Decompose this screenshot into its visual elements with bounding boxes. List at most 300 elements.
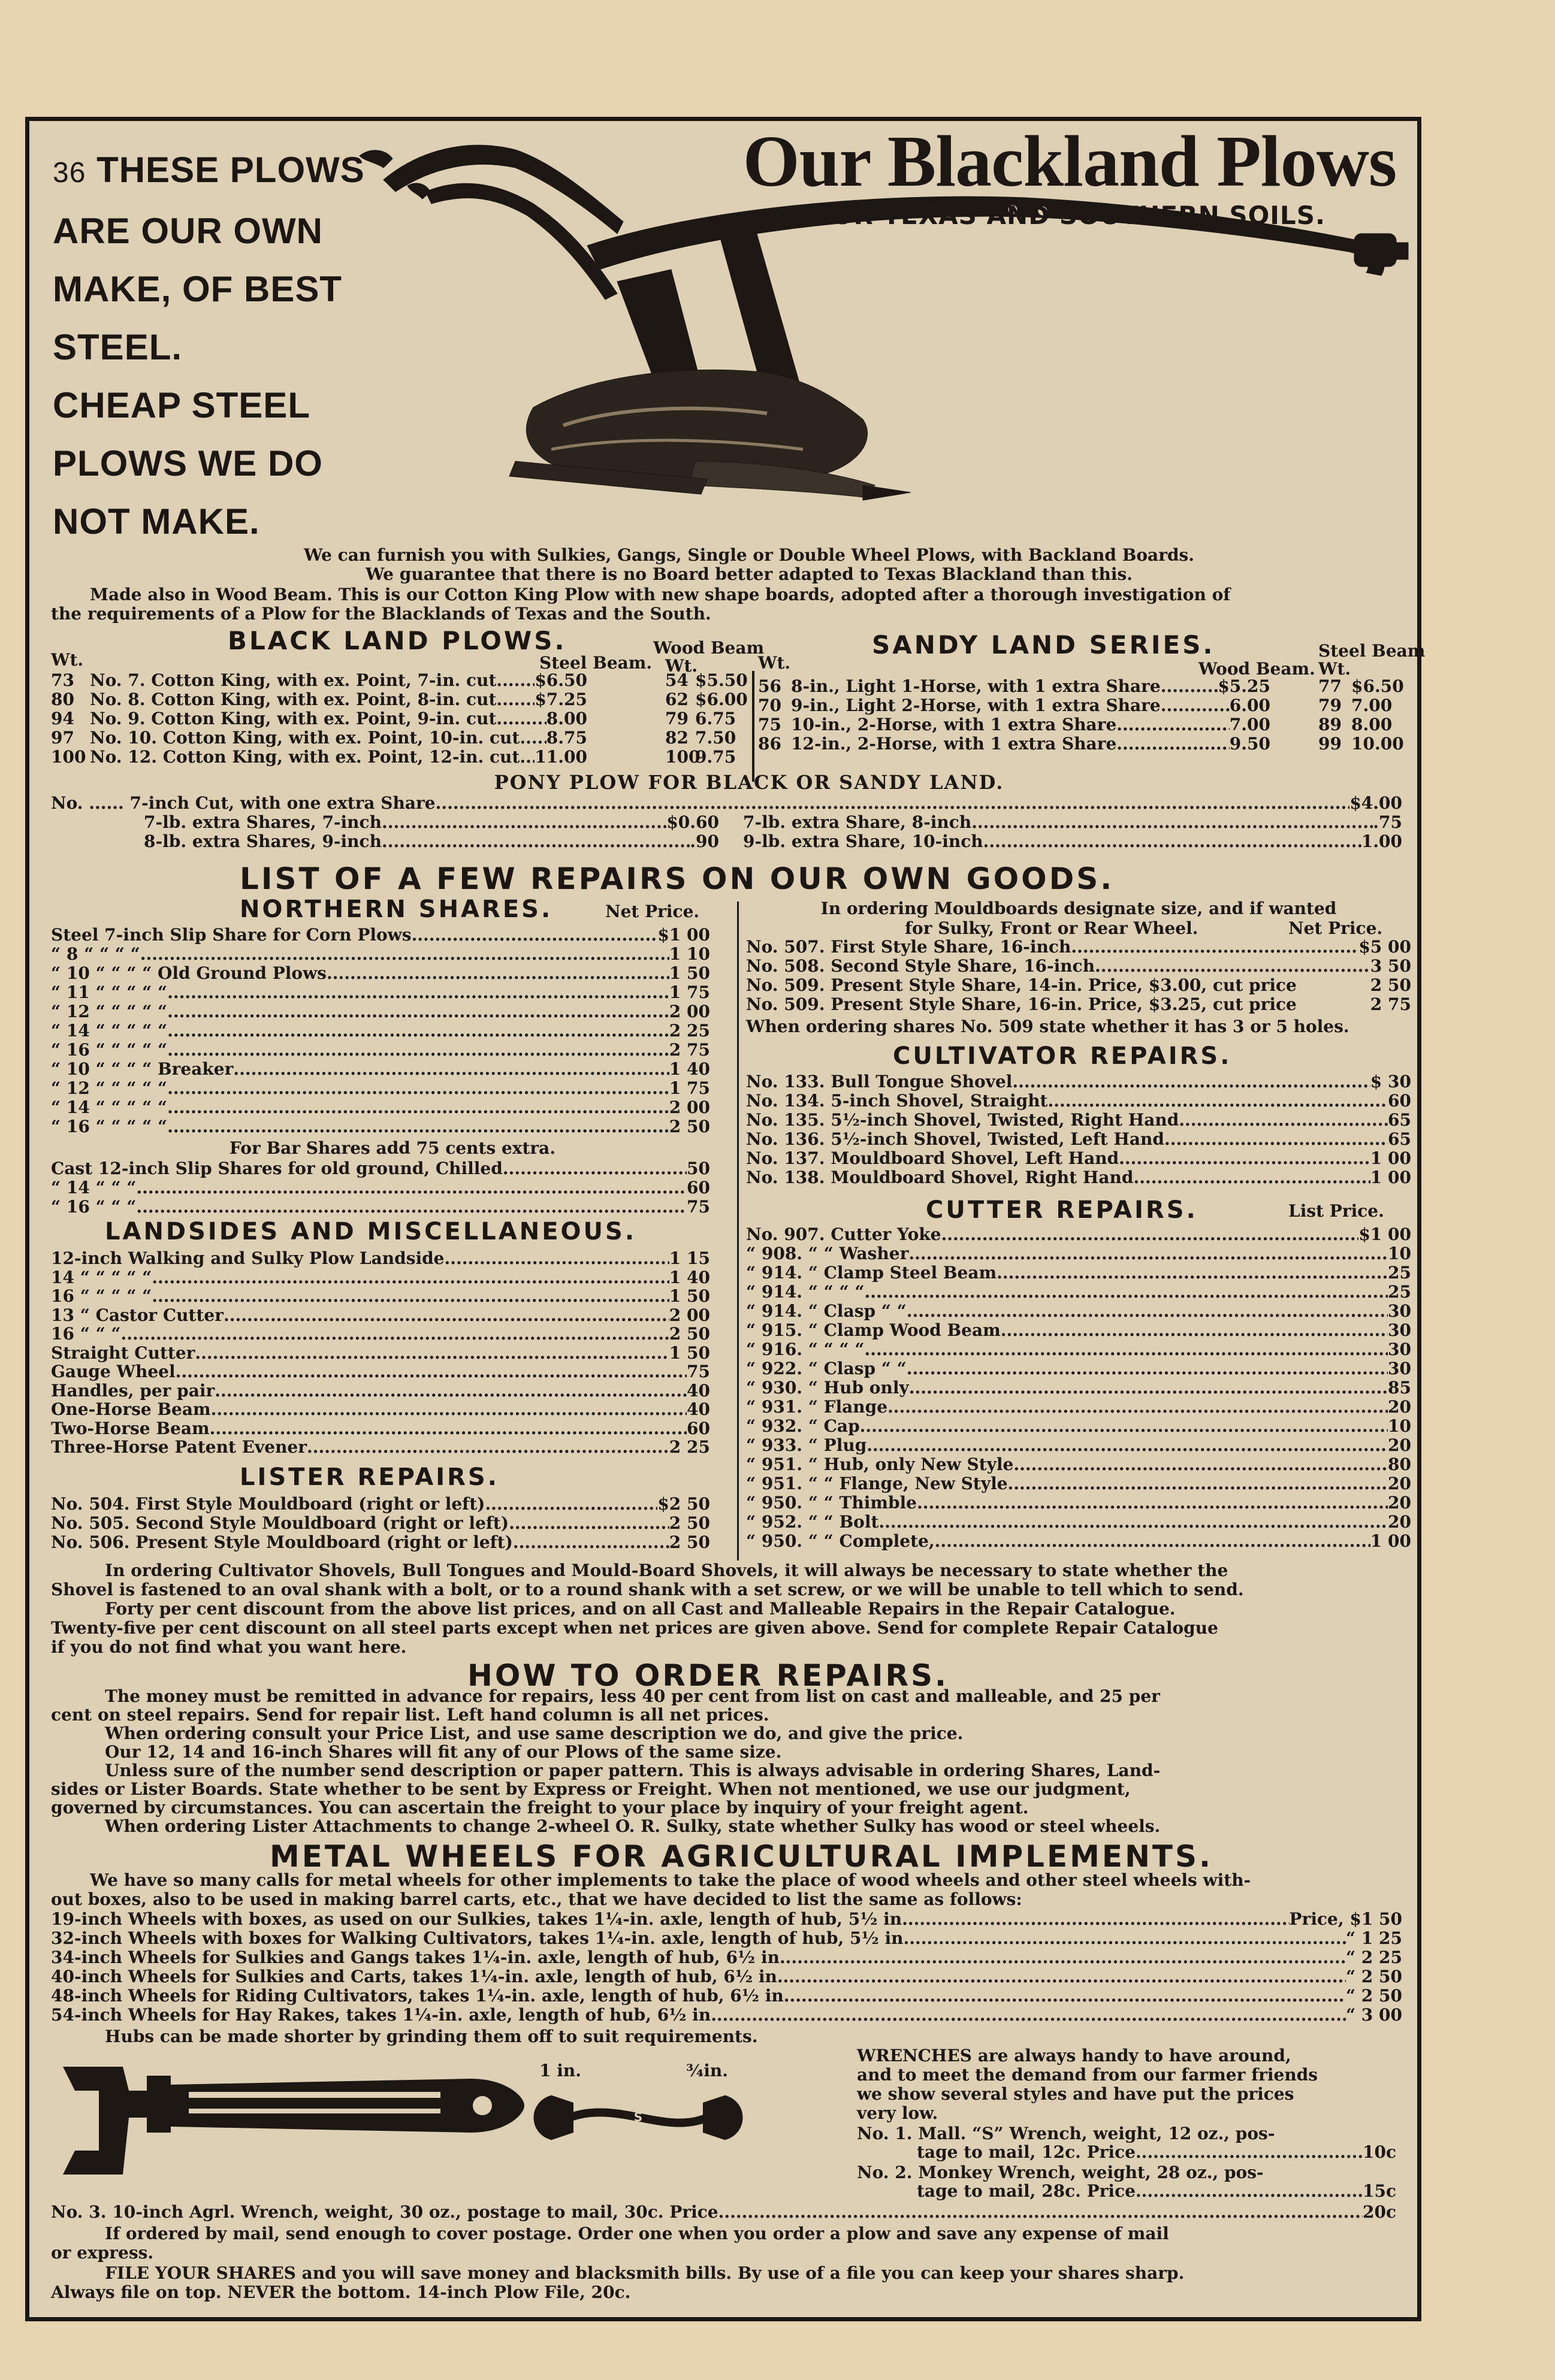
metal-wheel-row-price: Price, $1 50 — [1289, 1909, 1402, 1929]
metal-wheel-row-price: “ 2 50 — [1345, 1986, 1402, 2006]
northern-share-row-price: 2 00 — [669, 1097, 710, 1117]
cutter-row-leader — [997, 1263, 1388, 1283]
cutter-row-leader — [917, 1493, 1388, 1513]
sandy-land-wt: 86 — [758, 734, 781, 754]
sandy-land-heading: SANDY LAND SERIES. — [872, 630, 1215, 660]
intro-line-6: NOT MAKE. — [53, 501, 260, 542]
landside-row-leader — [152, 1287, 669, 1306]
mouldboard-row-leader — [1071, 938, 1358, 957]
landside-row-leader — [444, 1249, 669, 1268]
cutter-row — [746, 1455, 1411, 1474]
cultivator-row-leader — [1048, 1091, 1388, 1111]
mouldboard-row-leader — [1095, 957, 1370, 976]
cultivator-row-leader — [1133, 1168, 1370, 1187]
cutter-row — [746, 1436, 1411, 1455]
metal-wheel-row-label: 32-inch Wheels with boxes for Walking Cultivators, takes 1¼-in. axle, length of hub, 5½ in — [51, 1928, 904, 1948]
mouldboard-row-leader — [1297, 995, 1370, 1014]
sandy-land-row — [791, 715, 1270, 734]
black-land-heading: BLACK LAND PLOWS. — [228, 626, 567, 655]
landside-row-label: Two-Horse Beam — [51, 1418, 210, 1438]
sandy-land-leader — [1116, 734, 1230, 754]
mouldboard-row-label: No. 507. First Style Share, 16-inch — [746, 937, 1071, 957]
metal-wheels-intro-1: out boxes, also to be used in making barrel carts, etc., that we have decided to list the same as follows: — [51, 1889, 1022, 1909]
black-land-row — [90, 709, 587, 728]
metal-wheel-row-leader — [711, 2006, 1346, 2025]
wrenches-text-2: we show several styles and have put the prices — [857, 2084, 1294, 2104]
intro-line-3: STEEL. — [53, 327, 183, 367]
repairs-column-divider — [737, 902, 739, 1561]
cast-share-row-leader — [136, 1197, 687, 1217]
landside-row — [51, 1438, 710, 1457]
landside-row-leader — [211, 1400, 687, 1419]
mouldboard-note-1: In ordering Mouldboards designate size, and if wanted — [820, 899, 1337, 918]
cultivator-row-price: 65 — [1388, 1110, 1411, 1130]
lister-heading: LISTER REPAIRS. — [240, 1463, 499, 1491]
cutter-row-price: 1 00 — [1370, 1531, 1411, 1551]
black-land-wt2: 62 — [665, 689, 689, 709]
northern-shares-net-price-label: Net Price. — [605, 902, 700, 921]
file-note-0: FILE YOUR SHARES and you will save money and blacksmith bills. By use of a file you can keep your shares sharp. — [105, 2263, 1185, 2283]
northern-share-row-leader — [167, 1079, 669, 1098]
lister-row-price: 2 50 — [669, 1513, 710, 1533]
cultivator-row-leader — [1012, 1072, 1370, 1091]
landside-row-price: 1 15 — [669, 1248, 710, 1268]
landside-row-price: 60 — [687, 1418, 710, 1438]
cutter-row-leader — [907, 1302, 1388, 1321]
landside-row — [51, 1287, 710, 1306]
landsides-heading: LANDSIDES AND MISCELLANEOUS. — [105, 1218, 637, 1245]
intro-paragraph-line-2: Made also in Wood Beam. This is our Cotton King Plow with new shape boards, adopted after a thorough investigation of — [90, 585, 1231, 604]
sandy-land-desc: 9-in., Light 2-Horse, with 1 extra Share — [791, 695, 1161, 715]
sandy-land-leader — [1161, 696, 1230, 715]
sandy-land-wt2: 79 — [1318, 695, 1342, 715]
northern-share-row-label: Steel 7-inch Slip Share for Corn Plows — [51, 925, 412, 945]
black-land-wt: 80 — [51, 689, 74, 709]
black-land-wt2: 100 — [665, 747, 700, 767]
mouldboard-row-label: No. 509. Present Style Share, 16-in. Price, $3.25, cut price — [746, 994, 1297, 1014]
cutter-row — [746, 1340, 1411, 1359]
cutter-row-label: “ 922. “ Clasp “ “ — [746, 1359, 907, 1378]
northern-share-row-label: “ 10 “ “ “ “ Old Ground Plows — [51, 963, 327, 983]
cutter-row-leader — [935, 1532, 1370, 1551]
intro-paragraph-line-0: We can furnish you with Sulkies, Gangs, Single or Double Wheel Plows, with Backland Boards. — [303, 545, 1195, 565]
northern-share-row — [51, 945, 710, 964]
sandy-land-wt: 56 — [758, 676, 781, 696]
mouldboard-net-price-label: Net Price. — [1288, 918, 1383, 938]
landside-row — [51, 1324, 710, 1344]
s-wrench-icon — [527, 2082, 749, 2154]
lister-row-leader — [513, 1533, 669, 1552]
black-land-row — [90, 671, 587, 690]
wrenches-text-0: WRENCHES are always handy to have around, — [857, 2046, 1291, 2066]
how-to-order-line: When ordering Lister Attachments to change 2-wheel O. R. Sulky, state whether Sulky has wood or steel wheels. — [105, 1816, 1161, 1836]
cutter-row-price: 30 — [1388, 1320, 1411, 1340]
cutter-row-leader — [1013, 1455, 1388, 1474]
black-land-desc: No. 12. Cotton King, with ex. Point, 12-in. cut — [90, 747, 520, 767]
mouldboard-row — [746, 957, 1411, 976]
lister-row-leader — [509, 1514, 669, 1533]
column-divider — [752, 671, 754, 782]
black-land-wt2: 79 — [665, 709, 689, 728]
cutter-row-label: “ 930. “ Hub only — [746, 1378, 909, 1398]
intro-line-0: 36 THESE PLOWS — [53, 150, 365, 190]
page-title: Our Blackland Plows — [742, 121, 1397, 202]
black-land-wt: 94 — [51, 709, 74, 728]
metal-wheel-row-leader — [780, 1948, 1346, 1967]
northern-share-row — [51, 1117, 710, 1136]
black-land-row — [90, 748, 587, 767]
cast-share-row — [51, 1197, 710, 1217]
northern-share-row-price: 1 40 — [669, 1059, 710, 1079]
cutter-row-price: 20 — [1388, 1397, 1411, 1417]
cutter-row-label: “ 914. “ Clamp Steel Beam — [746, 1263, 997, 1283]
sandy-land-leader — [1161, 677, 1218, 696]
cutter-row — [746, 1474, 1411, 1493]
black-land-wood-price: $5.50 — [695, 670, 748, 690]
cutter-row-price: 25 — [1388, 1282, 1411, 1302]
cutter-row-leader — [864, 1340, 1388, 1359]
sandy-land-wood-price: $5.25 — [1218, 676, 1270, 696]
cutter-row-price: 30 — [1388, 1339, 1411, 1359]
landside-row-label: 12-inch Walking and Sulky Plow Landside — [51, 1248, 445, 1268]
mouldboard-note-3: When ordering shares No. 509 state whether it has 3 or 5 holes. — [746, 1017, 1349, 1036]
cutter-row-label: “ 931. “ Flange — [746, 1397, 888, 1417]
cutter-row-price: 20 — [1388, 1493, 1411, 1513]
sandy-land-row — [791, 696, 1270, 715]
metal-wheel-row-leader — [903, 1929, 1345, 1948]
black-land-leader — [520, 728, 546, 748]
ordering-paragraph-line: Forty per cent discount from the above list prices, and on all Cast and Malleable Repairs in the Repair Catalogue. — [105, 1599, 1176, 1619]
intro-line-1: ARE OUR OWN — [53, 211, 323, 251]
black-land-desc: No. 10. Cotton King, with ex. Point, 10-in. cut — [90, 728, 520, 748]
pony-plow-row-2-left: 7-lb. extra Shares, 7-inch ..... $0.60 — [144, 813, 719, 832]
black-land-leader — [496, 671, 535, 690]
northern-share-row-leader — [167, 1002, 669, 1021]
cast-share-row-leader — [503, 1159, 687, 1178]
cutter-row-price: 25 — [1388, 1263, 1411, 1283]
sandy-land-wt-label: Wt. — [758, 653, 791, 673]
repairs-heading: LIST OF A FEW REPAIRS ON OUR OWN GOODS. — [240, 861, 1115, 896]
black-land-steel-price: 8.75 — [546, 728, 587, 748]
northern-share-row-price: 1 75 — [669, 1078, 710, 1098]
black-land-leader — [496, 709, 546, 728]
northern-share-row-price: $1 00 — [657, 925, 710, 945]
cutter-row-price: $1 00 — [1358, 1224, 1411, 1244]
black-land-steel-beam-label: Steel Beam. — [539, 653, 653, 673]
ordering-paragraph-line: Shovel is fastened to an oval shank with a bolt, or to a round shank with a set screw, or we will be unable to tell which to send. — [51, 1580, 1244, 1599]
cultivator-row-label: No. 133. Bull Tongue Shovel — [746, 1072, 1013, 1091]
cutter-row — [746, 1532, 1411, 1551]
landside-row-leader — [224, 1306, 669, 1325]
how-to-order-line: Unless sure of the number send description or paper pattern. This is always advisable in ordering Shares, Land- — [105, 1761, 1161, 1780]
cast-share-row — [51, 1159, 710, 1178]
northern-share-row-price: 2 25 — [669, 1021, 710, 1041]
landside-row-price: 1 50 — [669, 1286, 710, 1306]
black-land-steel-price: $6.50 — [535, 670, 587, 690]
cultivator-row — [746, 1168, 1411, 1187]
metal-wheel-row — [51, 2006, 1402, 2025]
metal-wheel-row — [51, 1910, 1402, 1929]
metal-wheel-row-leader — [902, 1910, 1289, 1929]
cultivator-row-price: $ 30 — [1370, 1072, 1411, 1091]
mouldboard-row-label: No. 508. Second Style Share, 16-inch — [746, 956, 1095, 976]
cultivator-row — [746, 1130, 1411, 1149]
lister-row-label: No. 506. Present Style Mouldboard (right or left) — [51, 1532, 513, 1552]
cutter-row-label: “ 916. “ “ “ “ — [746, 1339, 865, 1359]
black-land-desc: No. 9. Cotton King, with ex. Point, 9-in. cut — [90, 709, 497, 728]
wrench-size-1in: 1 in. — [539, 2061, 581, 2080]
northern-share-row-leader — [140, 945, 669, 964]
cutter-row-label: “ 951. “ Hub, only New Style — [746, 1454, 1014, 1474]
landside-row-price: 40 — [687, 1399, 710, 1419]
black-land-wt2: 82 — [665, 728, 689, 748]
how-to-order-heading: HOW TO ORDER REPAIRS. — [467, 1658, 949, 1693]
northern-share-row — [51, 1079, 710, 1098]
pony-plow-heading: PONY PLOW FOR BLACK OR SANDY LAND. — [494, 771, 1004, 794]
cutter-row-price: 20 — [1388, 1512, 1411, 1532]
wrenches-text-3: very low. — [857, 2103, 938, 2123]
cast-share-row-label: Cast 12-inch Slip Shares for old ground, Chilled — [51, 1159, 503, 1178]
cutter-list-price-label: List Price. — [1288, 1201, 1384, 1221]
cutter-row — [746, 1378, 1411, 1398]
landside-row-price: 2 00 — [669, 1305, 710, 1325]
sandy-land-row — [791, 677, 1270, 696]
cultivator-row-leader — [1164, 1130, 1388, 1149]
cutter-row — [746, 1263, 1411, 1283]
sandy-land-wood-price: 6.00 — [1229, 695, 1270, 715]
cutter-row-label: “ 915. “ Clamp Wood Beam — [746, 1320, 1001, 1340]
landside-row-label: Gauge Wheel — [51, 1362, 176, 1381]
metal-wheel-row — [51, 1948, 1402, 1967]
cutter-row-price: 85 — [1388, 1378, 1411, 1398]
landside-row-leader — [210, 1419, 687, 1438]
metal-wheel-row-label: 19-inch Wheels with boxes, as used on our Sulkies, takes 1¼-in. axle, length of hub, 5½ in — [51, 1909, 902, 1929]
intro-paragraph-line-3: the requirements of a Plow for the Blacklands of Texas and the South. — [51, 604, 711, 624]
northern-share-row — [51, 964, 710, 983]
northern-share-row-label: “ 14 “ “ “ “ “ — [51, 1021, 168, 1041]
cutter-row-price: 20 — [1388, 1435, 1411, 1455]
landside-row — [51, 1268, 710, 1287]
cutter-row-leader — [866, 1436, 1388, 1455]
cultivator-row — [746, 1072, 1411, 1091]
sandy-land-wt2: 77 — [1318, 676, 1342, 696]
cutter-row-label: No. 907. Cutter Yoke — [746, 1224, 941, 1244]
pony-plow-row-1: No. ...... 7-inch Cut, with one extra Share ..... $4.00 — [51, 794, 1402, 813]
northern-share-row-leader — [412, 926, 658, 945]
metal-wheels-intro-0: We have so many calls for metal wheels for other implements to take the place of wood wheels and other steel wheels with- — [90, 1870, 1251, 1890]
black-land-wt2: 54 — [665, 670, 689, 690]
mouldboard-row — [746, 976, 1411, 995]
sandy-land-steel-price: 10.00 — [1351, 734, 1404, 754]
metal-wheel-row-price: “ 3 00 — [1345, 2005, 1402, 2025]
black-land-desc: No. 8. Cotton King, with ex. Point, 8-in. cut — [90, 689, 497, 709]
landside-row-label: Handles, per pair — [51, 1380, 215, 1401]
metal-wheel-row-label: 34-inch Wheels for Sulkies and Gangs takes 1¼-in. axle, length of hub, 6½ in — [51, 1947, 780, 1967]
mail-note-0: If ordered by mail, send enough to cover postage. Order one when you order a plow and save any expense of mail — [105, 2224, 1169, 2243]
cutter-row — [746, 1225, 1411, 1244]
lister-row-price: 2 50 — [669, 1532, 710, 1552]
cultivator-row — [746, 1111, 1411, 1130]
landside-row — [51, 1344, 710, 1363]
black-land-wt: 73 — [51, 670, 74, 690]
cultivator-row-label: No. 137. Mouldboard Shovel, Left Hand — [746, 1148, 1119, 1168]
cast-share-row-price: 60 — [687, 1178, 710, 1197]
northern-share-row-label: “ 16 “ “ “ “ “ — [51, 1040, 168, 1060]
cutter-row-leader — [860, 1417, 1388, 1436]
page-subtitle: FOR TEXAS AND SOUTHERN SOILS. — [814, 201, 1325, 230]
lister-row — [51, 1514, 710, 1533]
landside-row-label: Three-Horse Patent Evener — [51, 1437, 307, 1457]
black-land-wood-beam-label: Wood Beam — [653, 638, 765, 658]
intro-line-4: CHEAP STEEL — [53, 385, 310, 425]
metal-wheel-row-price: “ 2 50 — [1345, 1967, 1402, 1986]
landside-row-price: 2 25 — [669, 1437, 710, 1457]
landside-row-price: 1 50 — [669, 1342, 710, 1363]
northern-share-row — [51, 1041, 710, 1060]
landside-row-label: 13 “ Castor Cutter — [51, 1305, 224, 1325]
cultivator-row-label: No. 134. 5-inch Shovel, Straight — [746, 1091, 1048, 1111]
intro-line-5: PLOWS WE DO — [53, 443, 323, 483]
cutter-row — [746, 1513, 1411, 1532]
northern-share-row — [51, 1021, 710, 1041]
lister-row — [51, 1533, 710, 1552]
cutter-row-label: “ 932. “ Cap — [746, 1416, 860, 1436]
northern-share-row-label: “ 8 “ “ “ “ — [51, 944, 140, 964]
metal-wheel-row-label: 54-inch Wheels for Hay Rakes, takes 1¼-in. axle, length of hub, 6½ in — [51, 2005, 711, 2025]
landside-row-leader — [215, 1381, 687, 1401]
sandy-land-desc: 10-in., 2-Horse, with 1 extra Share — [791, 715, 1117, 734]
cast-share-row — [51, 1178, 710, 1197]
landside-row — [51, 1400, 710, 1419]
cutter-row-price: 30 — [1388, 1301, 1411, 1321]
s-wrench-brand: S — [633, 2110, 643, 2124]
wrench-no2-a: No. 2. Monkey Wrench, weight, 28 oz., pos- — [857, 2163, 1264, 2182]
metal-wheel-row — [51, 1967, 1402, 1986]
mouldboard-row — [746, 995, 1411, 1014]
cutter-row — [746, 1417, 1411, 1436]
mouldboard-row-price: $5 00 — [1358, 937, 1411, 957]
sandy-land-wood-beam-label: Wood Beam. — [1198, 659, 1315, 679]
black-land-wt-label: Wt. — [51, 650, 84, 670]
northern-share-row-label: “ 11 “ “ “ “ “ — [51, 982, 168, 1002]
cutter-row-price: 20 — [1388, 1474, 1411, 1493]
black-land-wood-price: 9.75 — [695, 747, 736, 767]
northern-share-row-price: 1 50 — [669, 963, 710, 983]
wrench-no3: No. 3. 10-inch Agrl. Wrench, weight, 30 oz., postage to mail, 30c. Price ..... 20c — [51, 2203, 1396, 2222]
metal-wheel-row-leader — [777, 1967, 1346, 1986]
cutter-row-leader — [878, 1513, 1388, 1532]
northern-share-row-leader — [167, 1041, 669, 1060]
northern-share-row-label: “ 16 “ “ “ “ “ — [51, 1117, 168, 1136]
metal-wheel-row — [51, 1929, 1402, 1948]
cutter-row — [746, 1493, 1411, 1513]
sandy-land-desc: 12-in., 2-Horse, with 1 extra Share — [791, 734, 1117, 754]
mouldboard-row-label: No. 509. Present Style Share, 14-in. Price, $3.00, cut price — [746, 975, 1297, 995]
cutter-row-label: “ 914. “ Clasp “ “ — [746, 1301, 907, 1321]
landside-row-price: 1 40 — [669, 1267, 710, 1287]
monkey-wrench-icon — [51, 2043, 530, 2198]
cutter-row-leader — [941, 1225, 1359, 1244]
sandy-land-wood-price: 7.00 — [1229, 715, 1270, 734]
cutter-row-label: “ 908. “ “ Washer — [746, 1244, 909, 1263]
cutter-row — [746, 1398, 1411, 1417]
landside-row — [51, 1306, 710, 1325]
cutter-row — [746, 1359, 1411, 1378]
northern-share-row-price: 2 00 — [669, 1002, 710, 1021]
ordering-paragraph-line: Twenty-five per cent discount on all steel parts except when net prices are given above. Send for complete Repair Catalogue — [51, 1618, 1218, 1638]
northern-share-row-leader — [167, 983, 669, 1002]
mouldboard-row-price: 3 50 — [1370, 956, 1411, 976]
ordering-paragraph-line: In ordering Cultivator Shovels, Bull Tongues and Mould-Board Shovels, it will always be necessary to state whether the — [105, 1561, 1228, 1580]
lister-row-label: No. 504. First Style Mouldboard (right or left) — [51, 1494, 485, 1514]
cutter-row-label: “ 950. “ “ Complete, — [746, 1531, 935, 1551]
northern-share-row-label: “ 14 “ “ “ “ “ — [51, 1097, 168, 1117]
intro-line-2: MAKE, OF BEST — [53, 269, 343, 309]
cutter-heading: CUTTER REPAIRS. — [926, 1196, 1198, 1224]
wrench-no1-a: No. 1. Mall. “S” Wrench, weight, 12 oz., pos- — [857, 2124, 1275, 2143]
landside-row-label: 16 “ “ “ — [51, 1324, 121, 1344]
black-land-wood-price: 6.75 — [695, 709, 736, 728]
landside-row — [51, 1249, 710, 1268]
cutter-row-leader — [908, 1244, 1388, 1263]
how-to-order-line: governed by circumstances. You can ascertain the freight to your place by inquiry of your freight agent. — [51, 1798, 1029, 1817]
cutter-row-leader — [909, 1378, 1388, 1398]
metal-wheel-row-label: 48-inch Wheels for Riding Cultivators, takes 1¼-in. axle, length of hub, 6½ in — [51, 1986, 784, 2006]
black-land-row — [90, 690, 587, 709]
black-land-leader — [496, 690, 535, 709]
northern-share-row-label: “ 12 “ “ “ “ “ — [51, 1078, 168, 1098]
northern-share-row-price: 2 75 — [669, 1040, 710, 1060]
landside-row-label: 14 “ “ “ “ “ — [51, 1267, 152, 1287]
cultivator-heading: CULTIVATOR REPAIRS. — [893, 1042, 1232, 1070]
cast-share-row-price: 75 — [687, 1197, 710, 1217]
black-land-wt: 97 — [51, 728, 74, 748]
black-land-wood-price: 7.50 — [695, 728, 736, 748]
black-land-wood-price: $6.00 — [695, 689, 748, 709]
cultivator-row-label: No. 136. 5½-inch Shovel, Twisted, Left Hand — [746, 1129, 1164, 1149]
black-land-steel-price: 8.00 — [546, 709, 587, 728]
how-to-order-line: When ordering consult your Price List, and use same description we do, and give the price. — [105, 1723, 964, 1743]
northern-shares-heading: NORTHERN SHARES. — [240, 896, 553, 923]
cutter-row-price: 10 — [1388, 1416, 1411, 1436]
cutter-row — [746, 1244, 1411, 1263]
cutter-row-leader — [1008, 1474, 1388, 1493]
northern-share-row — [51, 983, 710, 1002]
northern-share-row — [51, 1060, 710, 1079]
black-land-steel-price: $7.25 — [535, 689, 587, 709]
cultivator-row-price: 65 — [1388, 1129, 1411, 1149]
northern-share-row-price: 2 50 — [669, 1117, 710, 1136]
cast-share-row-leader — [136, 1178, 687, 1197]
cultivator-row-label: No. 135. 5½-inch Shovel, Twisted, Right Hand — [746, 1110, 1179, 1130]
cutter-row — [746, 1321, 1411, 1340]
sandy-land-steel-price: 8.00 — [1351, 715, 1393, 734]
cutter-row-leader — [887, 1398, 1388, 1417]
northern-share-row-leader — [167, 1098, 669, 1117]
cultivator-row-label: No. 138. Mouldboard Shovel, Right Hand — [746, 1168, 1134, 1187]
cutter-row-label: “ 952. “ “ Bolt — [746, 1512, 879, 1532]
ordering-paragraph-line: if you do not find what you want here. — [51, 1637, 407, 1657]
sandy-land-steel-beam-label: Steel Beam — [1318, 641, 1426, 661]
landside-row-leader — [176, 1362, 687, 1381]
cultivator-row-price: 60 — [1388, 1091, 1411, 1111]
sandy-land-leader — [1116, 715, 1230, 734]
black-land-wt2-label: Wt. — [665, 656, 698, 676]
cast-share-row-label: “ 14 “ “ “ — [51, 1178, 137, 1197]
northern-share-row-price: 1 75 — [669, 982, 710, 1002]
sandy-land-wt: 70 — [758, 695, 781, 715]
landside-row-price: 40 — [687, 1380, 710, 1401]
